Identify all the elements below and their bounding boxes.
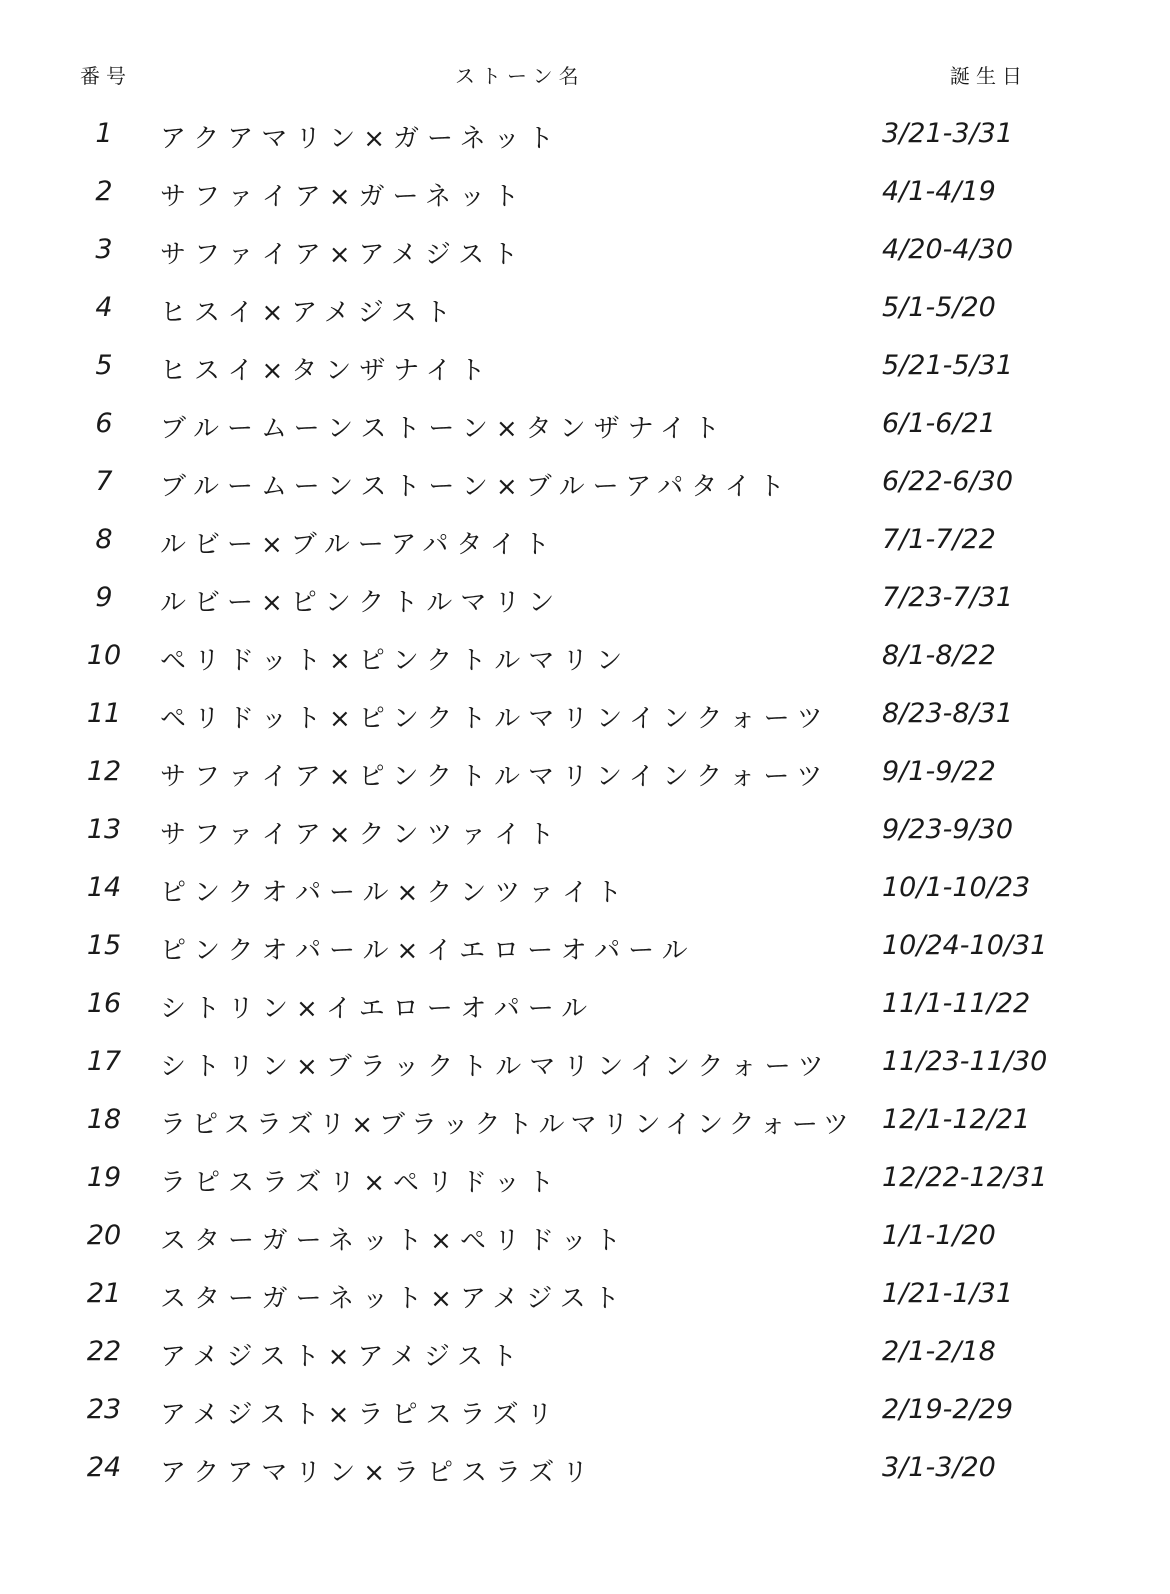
row-birthday: 1/1-1/20: [882, 1220, 996, 1251]
row-stone-name: アクアマリン×ラピスラズリ: [160, 1458, 597, 1488]
table-body: [0, 106, 1170, 1498]
row-number: 16: [86, 988, 122, 1019]
row-number: 8: [95, 524, 113, 555]
table-row: [0, 918, 1170, 976]
table-row: [0, 164, 1170, 222]
table-row: [0, 396, 1170, 454]
table-row: [0, 512, 1170, 570]
table-row: [0, 1208, 1170, 1266]
row-stone-name: サファイア×ピンクトルマリンインクォーツ: [160, 762, 831, 792]
row-birthday: 3/1-3/20: [882, 1452, 996, 1483]
row-number: 24: [86, 1452, 122, 1483]
row-stone-name: アクアマリン×ガーネット: [160, 124, 562, 154]
row-stone-name: ブルームーンストーン×タンザナイト: [160, 414, 728, 444]
row-birthday: 9/23-9/30: [882, 814, 1014, 845]
row-birthday: 12/1-12/21: [882, 1104, 1031, 1135]
row-stone-name: サファイア×ガーネット: [160, 182, 528, 212]
row-birthday: 4/20-4/30: [882, 234, 1014, 265]
row-number: 21: [86, 1278, 122, 1309]
row-birthday: 2/19-2/29: [882, 1394, 1014, 1425]
row-number: 7: [95, 466, 113, 497]
row-number: 10: [86, 640, 122, 671]
row-stone-name: スターガーネット×ペリドット: [160, 1226, 629, 1256]
table-row: [0, 1034, 1170, 1092]
row-birthday: 3/21-3/31: [882, 118, 1014, 149]
row-number: 11: [86, 698, 122, 729]
table-row: [0, 106, 1170, 164]
row-stone-name: ヒスイ×タンザナイト: [160, 356, 494, 386]
row-stone-name: ピンクオパール×イエローオパール: [160, 936, 696, 966]
table-header: [0, 60, 1170, 96]
row-stone-name: ブルームーンストーン×ブルーアパタイト: [160, 472, 793, 502]
row-birthday: 10/1-10/23: [882, 872, 1031, 903]
row-birthday: 8/23-8/31: [882, 698, 1014, 729]
row-number: 18: [86, 1104, 122, 1135]
row-number: 5: [95, 350, 113, 381]
header-number: 番号: [80, 64, 132, 88]
row-number: 14: [86, 872, 122, 903]
table-row: [0, 686, 1170, 744]
row-birthday: 7/23-7/31: [882, 582, 1014, 613]
row-number: 20: [86, 1220, 122, 1251]
row-stone-name: ラピスラズリ×ブラックトルマリンインクォーツ: [160, 1110, 855, 1140]
row-stone-name: ヒスイ×アメジスト: [160, 298, 459, 328]
table-row: [0, 860, 1170, 918]
row-stone-name: シトリン×ブラックトルマリンインクォーツ: [160, 1052, 832, 1082]
table-row: [0, 628, 1170, 686]
row-birthday: 2/1-2/18: [882, 1336, 996, 1367]
row-number: 19: [86, 1162, 122, 1193]
row-number: 4: [95, 292, 113, 323]
row-number: 23: [86, 1394, 122, 1425]
row-stone-name: ラピスラズリ×ペリドット: [160, 1168, 562, 1198]
row-number: 15: [86, 930, 122, 961]
row-stone-name: ルビー×ピンクトルマリン: [160, 588, 563, 618]
row-stone-name: サファイア×アメジスト: [160, 240, 527, 270]
table-row: [0, 1440, 1170, 1498]
row-stone-name: アメジスト×ラピスラズリ: [160, 1400, 561, 1430]
table-row: [0, 222, 1170, 280]
row-stone-name: ペリドット×ピンクトルマリン: [160, 646, 631, 676]
row-stone-name: アメジスト×アメジスト: [160, 1342, 526, 1372]
table-row: [0, 280, 1170, 338]
table-row: [0, 570, 1170, 628]
row-stone-name: ルビー×ブルーアパタイト: [160, 530, 558, 560]
row-number: 17: [86, 1046, 122, 1077]
table-row: [0, 1382, 1170, 1440]
row-birthday: 11/1-11/22: [882, 988, 1031, 1019]
row-birthday: 4/1-4/19: [882, 176, 996, 207]
row-birthday: 10/24-10/31: [882, 930, 1048, 961]
row-birthday: 6/1-6/21: [882, 408, 996, 439]
row-number: 9: [95, 582, 113, 613]
row-stone-name: ピンクオパール×クンツァイト: [160, 878, 630, 908]
row-number: 6: [95, 408, 113, 439]
row-stone-name: ペリドット×ピンクトルマリンインクォーツ: [160, 704, 831, 734]
row-birthday: 8/1-8/22: [882, 640, 996, 671]
row-birthday: 12/22-12/31: [882, 1162, 1048, 1193]
row-birthday: 11/23-11/30: [882, 1046, 1048, 1077]
row-birthday: 9/1-9/22: [882, 756, 996, 787]
header-stone-name: ストーン名: [455, 64, 585, 88]
row-birthday: 1/21-1/31: [882, 1278, 1014, 1309]
row-birthday: 5/1-5/20: [882, 292, 996, 323]
row-number: 13: [86, 814, 122, 845]
header-birthday: 誕生日: [950, 64, 1028, 88]
table-row: [0, 744, 1170, 802]
table-row: [0, 976, 1170, 1034]
row-number: 1: [95, 118, 113, 149]
table-row: [0, 802, 1170, 860]
table-row: [0, 338, 1170, 396]
row-stone-name: スターガーネット×アメジスト: [160, 1284, 628, 1314]
table-row: [0, 1324, 1170, 1382]
table-row: [0, 1266, 1170, 1324]
row-birthday: 7/1-7/22: [882, 524, 996, 555]
table-row: [0, 454, 1170, 512]
row-stone-name: サファイア×クンツァイト: [160, 820, 563, 850]
row-stone-name: シトリン×イエローオパール: [160, 994, 596, 1024]
table-row: [0, 1150, 1170, 1208]
row-number: 2: [95, 176, 113, 207]
row-birthday: 6/22-6/30: [882, 466, 1014, 497]
row-birthday: 5/21-5/31: [882, 350, 1014, 381]
row-number: 22: [86, 1336, 122, 1367]
row-number: 3: [95, 234, 113, 265]
table-row: [0, 1092, 1170, 1150]
row-number: 12: [86, 756, 122, 787]
